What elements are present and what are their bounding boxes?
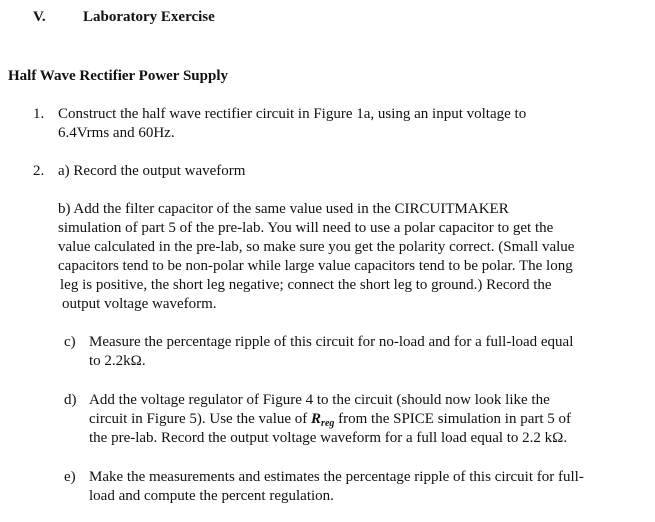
item-2d-line-1: Add the voltage regulator of Figure 4 to the circuit (should now look like the <box>89 392 550 408</box>
item-number: 2. <box>33 163 45 179</box>
item-2e-label: e) <box>64 469 76 485</box>
section-title: Laboratory Exercise <box>83 9 215 25</box>
item-2e-line-2: load and compute the percent regulation. <box>89 488 334 504</box>
item-2a: a) Record the output waveform <box>58 163 246 179</box>
item-2c-line-2: to 2.2kΩ. <box>89 353 146 369</box>
item-number: 1. <box>33 106 45 122</box>
item-2b-line-2: simulation of part 5 of the pre-lab. You will need to use a polar capacitor to get the <box>58 220 554 236</box>
item-2e-line-1: Make the measurements and estimates the percentage ripple of this circuit for full- <box>89 469 584 485</box>
item-2d-label: d) <box>64 392 77 408</box>
subtitle: Half Wave Rectifier Power Supply <box>8 68 228 84</box>
item-2b-line-5: leg is positive, the short leg negative; connect the short leg to ground.) Record the <box>60 277 552 293</box>
item-2b-line-6: output voltage waveform. <box>62 296 217 312</box>
section-number: V. <box>33 9 46 25</box>
item-2c-label: c) <box>64 334 76 350</box>
item-2d-line-2 <box>89 410 571 429</box>
item-2b-line-1: b) Add the filter capacitor of the same value used in the CIRCUITMAKER <box>58 201 509 217</box>
item-1-line-2: 6.4Vrms and 60Hz. <box>58 125 175 141</box>
item-2b-line-4: capacitors tend to be non-polar while large value capacitors tend to be polar. The long <box>58 258 573 274</box>
item-2d-line-2-end: from the SPICE simulation in part 5 of <box>334 411 572 427</box>
rreg-symbol: $R_{reg}$ <box>311 411 335 429</box>
item-1-line-1: Construct the half wave rectifier circuit in Figure 1a, using an input voltage to <box>58 106 527 122</box>
item-2d-line-3: the pre-lab. Record the output voltage waveform for a full load equal to 2.2 kΩ. <box>89 430 568 446</box>
item-2b-line-3: value calculated in the pre-lab, so make sure you get the polarity correct. (Small value <box>58 239 575 255</box>
item-2d-line-2-start: circuit in Figure 5). Use the value of <box>89 411 308 427</box>
item-2c-line-1: Measure the percentage ripple of this circuit for no-load and for a full-load equal <box>89 334 574 350</box>
